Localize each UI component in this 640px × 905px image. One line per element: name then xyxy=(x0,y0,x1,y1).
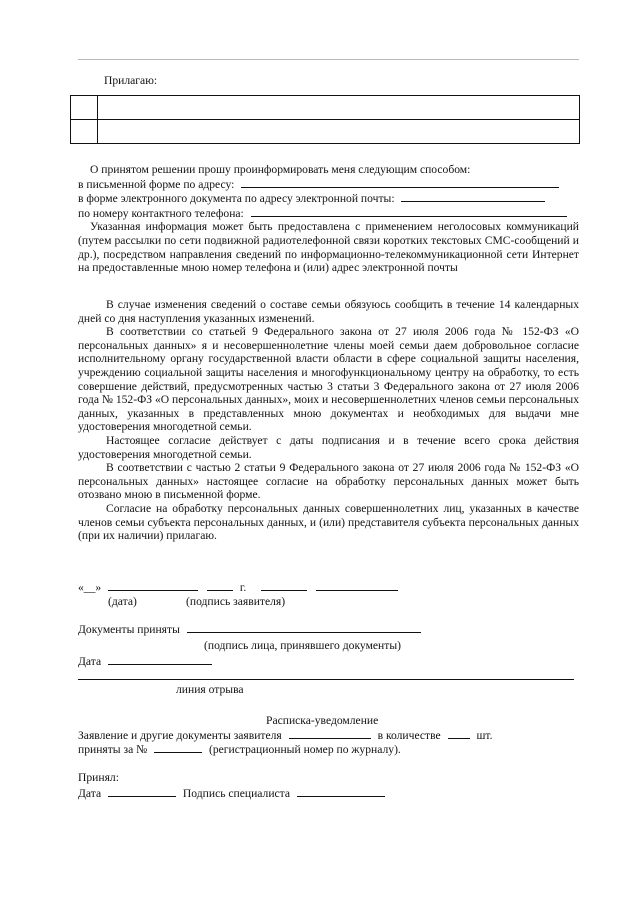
attachment-text-cell[interactable] xyxy=(98,96,580,120)
tear-off-label: линия отрыва xyxy=(176,683,244,696)
consent-revoke-paragraph: В соответствии с частью 2 статьи 9 Федерального закона от 27 июля 2006 года № 152-ФЗ «О персональных данных» настоящее согласие на обработку персональных данных может быть отозвано мною в письменной форме. xyxy=(78,461,579,502)
receipt-date-field[interactable] xyxy=(108,786,176,797)
date-month-field[interactable] xyxy=(108,580,198,591)
attachments-heading: Прилагаю: xyxy=(104,74,158,87)
receipt-applicant-field[interactable] xyxy=(289,728,371,739)
written-address-field[interactable] xyxy=(241,177,559,188)
receipt-specialist-signature-field[interactable] xyxy=(297,786,385,797)
attachment-number-cell[interactable] xyxy=(71,96,98,120)
docs-accepted-row xyxy=(78,622,421,637)
receipt-date-label: Дата xyxy=(78,787,102,800)
receipt-docs-label: Заявление и другие документы заявителя xyxy=(78,729,282,742)
attachment-text-cell[interactable] xyxy=(98,120,580,144)
phone-field[interactable] xyxy=(251,206,567,217)
top-separator-line xyxy=(78,59,579,60)
table-row xyxy=(71,120,580,144)
receipt-accepted-label: Принял: xyxy=(78,771,119,784)
phone-label: по номеру контактного телефона: xyxy=(78,206,244,220)
receipt-registration-note: (регистрационный номер по журналу). xyxy=(209,743,401,756)
date-caption: (дата) xyxy=(108,595,137,608)
receipt-number-label: приняты за № xyxy=(78,743,148,756)
receipt-quantity-field[interactable] xyxy=(448,728,470,739)
docs-accepted-label: Документы приняты xyxy=(78,623,180,636)
docs-accepted-caption: (подпись лица, принявшего документы) xyxy=(204,639,401,652)
email-field[interactable] xyxy=(401,191,545,202)
family-change-paragraph: В случае изменения сведений о составе семьи обязуюсь сообщить в течение 14 календарных дней со дня наступления указанных изменений. xyxy=(78,298,579,325)
written-address-label: в письменной форме по адресу: xyxy=(78,177,235,191)
adult-consent-paragraph: Согласие на обработку персональных данных совершеннолетних лиц, указанных в качестве членов семьи субъекта персональных данных, и (или) представителя субъекта персональных данных (при их наличии) прилагаю. xyxy=(78,501,579,543)
acceptance-date-label: Дата xyxy=(78,655,102,668)
consent-valid-paragraph: Настоящее согласие действует с даты подписания и в течение всего срока действия удостоверения многодетной семьи. xyxy=(78,433,579,461)
docs-accepted-signature-field[interactable] xyxy=(187,622,421,633)
signature-caption: (подпись заявителя) xyxy=(186,595,286,608)
acceptance-date-row xyxy=(78,654,212,669)
date-year-field[interactable] xyxy=(207,580,233,591)
written-address-row xyxy=(78,177,579,192)
email-row xyxy=(78,191,579,206)
consent-main-paragraph: В соответствии со статьей 9 Федерального закона от 27 июля 2006 года № 152-ФЗ «О персональных данных» я и несовершеннолетние члены моей семьи даем добровольное согласие исполнительному органу государственной власти области в сфере социальной защиты населения, учреждению социальной защиты населения и многофункциональному центру на обработку, то есть совершение действий, предусмотренных частью 3 статьи 3 Федерального закона от 27 июля 2006 года № 152-ФЗ «О персональных данных», моих и несовершеннолетних членов семьи персональных данных, указанных в представленных мною документах и необходимых для выдачи мне удостоверения многодетной семьи. xyxy=(78,325,579,434)
receipt-quantity-label: в количестве xyxy=(377,729,441,742)
receipt-signature-row xyxy=(78,786,385,801)
email-label: в форме электронного документа по адресу электронной почты: xyxy=(78,192,395,206)
receipt-registration-number-field[interactable] xyxy=(154,742,202,753)
tear-off-line xyxy=(78,679,574,680)
receipt-title: Расписка-уведомление xyxy=(266,714,379,727)
receipt-specialist-label: Подпись специалиста xyxy=(182,787,291,800)
receipt-line-1 xyxy=(78,728,493,743)
signature-row xyxy=(78,580,398,595)
receipt-pcs-label: шт. xyxy=(476,729,493,742)
table-row xyxy=(71,96,580,120)
attachments-table xyxy=(70,95,580,144)
info-paragraph: Указанная информация может быть предоставлена с применением неголосовых коммуникаций (путем рассылки по сети подвижной радиотелефонной связи коротких текстовых СМС-сообщений и др.), посредством направления сведений по информационно-телекоммуникационной сети Интернет на предоставленные мною номер телефона и (или) адрес электронной почты xyxy=(78,220,579,275)
consent-section xyxy=(78,298,579,543)
phone-row xyxy=(78,206,579,221)
year-suffix: г. xyxy=(239,581,247,594)
attachment-number-cell[interactable] xyxy=(71,120,98,144)
signature-field[interactable] xyxy=(261,580,307,591)
date-day-blank[interactable]: «__» xyxy=(78,581,102,594)
notification-intro: О принятом решении прошу проинформировать меня следующим способом: xyxy=(90,163,471,176)
receipt-line-2 xyxy=(78,742,401,757)
signature-name-field[interactable] xyxy=(316,580,398,591)
notification-section xyxy=(78,163,579,275)
acceptance-date-field[interactable] xyxy=(108,654,212,665)
